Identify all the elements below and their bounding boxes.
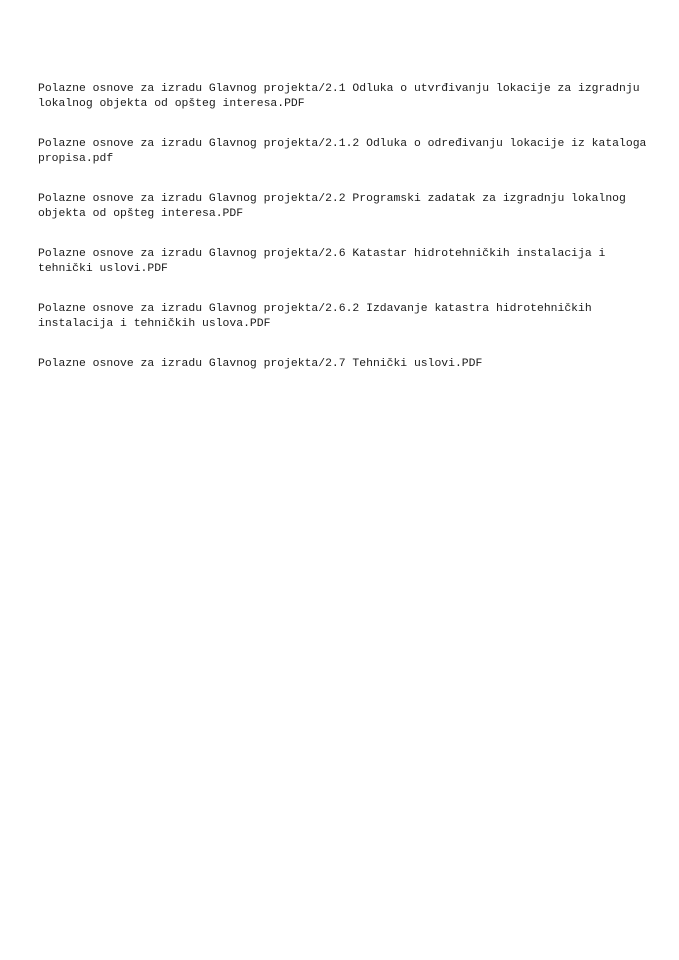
file-path-entry: Polazne osnove za izradu Glavnog projekta/2.2 Programski zadatak za izgradnju lokalnog objekta od opšteg interesa.PDF — [38, 193, 626, 220]
file-path-entry: Polazne osnove za izradu Glavnog projekta/2.1 Odluka o utvrđivanju lokacije za izgradnju lokalnog objekta od opšteg interesa.PDF — [38, 83, 640, 110]
file-path-entry: Polazne osnove za izradu Glavnog projekta/2.7 Tehnički uslovi.PDF — [38, 358, 483, 370]
file-path-entry: Polazne osnove za izradu Glavnog projekta/2.1.2 Odluka o određivanju lokacije iz kataloga propisa.pdf — [38, 138, 647, 165]
file-path-entry: Polazne osnove za izradu Glavnog projekta/2.6.2 Izdavanje katastra hidrotehničkih instalacija i tehničkih uslova.PDF — [38, 303, 592, 330]
file-path-entry: Polazne osnove za izradu Glavnog projekta/2.6 Katastar hidrotehničkih instalacija i tehnički uslovi.PDF — [38, 248, 606, 275]
file-list — [38, 82, 653, 398]
